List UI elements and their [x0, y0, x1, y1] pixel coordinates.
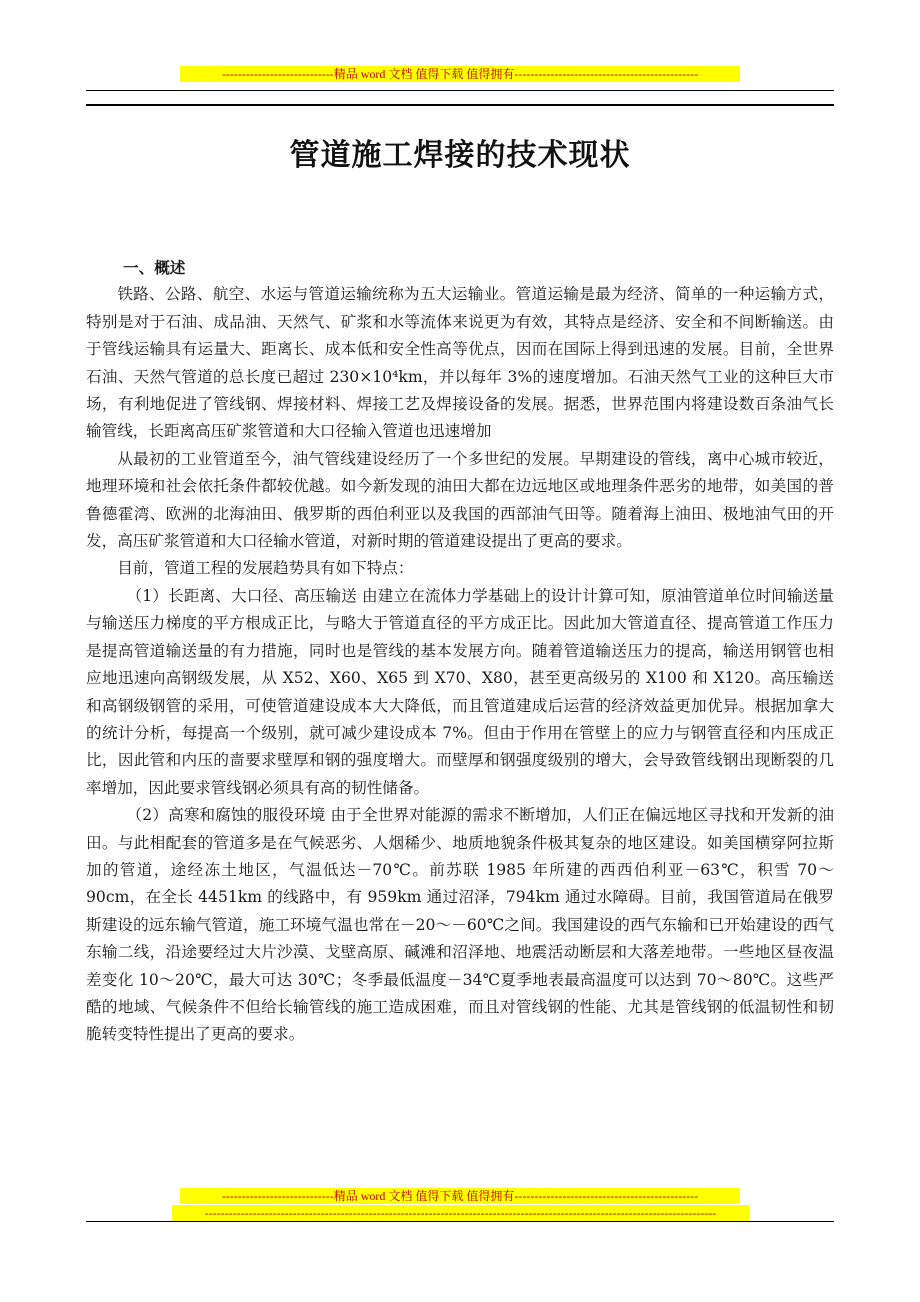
- document-body: [86, 254, 834, 1049]
- paragraph-overview: 铁路、公路、航空、水运与管道运输统称为五大运输业。管道运输是最为经济、简单的一种运输方式，特别是对于石油、成品油、天然气、矿浆和水等流体来说更为有效，其特点是经济、安全和不间断输送。由于管线运输具有运量大、距离长、成本低和安全性高等优点，因而在国际上得到迅速的发展。目前，全世界石油、天然气管道的总长度已超过 230×10⁴km，并以每年 3%的速度增加。石油天然气工业的这种巨大市场，有利地促进了管线钢、焊接材料、焊接工艺及焊接设备的发展。据悉，世界范围内将建设数百条油气长输管线，长距离高压矿浆管道和大口径输入管道也迅速增加: [86, 285, 834, 441]
- footer-banner-dashes: --------------------------------------------------------------------------------------------------------------------------------: [172, 1205, 749, 1221]
- header-banner: ----------------------------精品 word 文档 值得下载 值得拥有----------------------------------------------: [180, 66, 740, 82]
- paragraph-trend-1: （1）长距离、大口径、高压输送 由建立在流体力学基础上的设计计算可知，原油管道单位时间输送量与输送压力梯度的平方根成正比，与略大于管道直径的平方成正比。因此加大管道直径、提高管道工作压力是提高管道输送量的有力措施，同时也是管线的基本发展方向。随着管道输送压力的提高，输送用钢管也相应地迅速向高钢级发展，从 X52、X60、X65 到 X70、X80，甚至更高级另的 X100 和 X120。高压输送和高钢级钢管的采用，可使管道建设成本大大降低，而且管道建成后运营的经济效益更加优异。根据加拿大的统计分析，每提高一个级别，就可减少建设成本 7%。但由于作用在管壁上的应力与钢管直径和内压成正比，因此管和内压的啬要求壁厚和钢的强度增大。而壁厚和钢强度级别的增大，会导致管线钢出现断裂的几率增加，因此要求管线钢必须具有高的韧性储备。: [86, 586, 834, 797]
- footer-rule: [86, 1221, 834, 1222]
- paragraph-trend-2: （2）高寒和腐蚀的服役环境 由于全世界对能源的需求不断增加，人们正在偏远地区寻找和开发新的油田。与此相配套的管道多是在气候恶劣、人烟稀少、地质地貌条件极其复杂的地区建设。如美国横穿阿拉斯加的管道，途经冻土地区，气温低达－70℃。前苏联 1985 年所建的西西伯利亚－63℃，积雪 70～90cm，在全长 4451km 的线路中，有 959km 通过沼泽，794km 通过水障碍。目前，我国管道局在俄罗斯建设的远东输气管道，施工环境气温也常在－20～－60℃之间。我国建设的西气东输和已开始建设的西气东输二线，沿途要经过大片沙漠、戈壁高原、碱滩和沼泽地、地震活动断层和大落差地带。一些地区昼夜温差变化 10～20℃，最大可达 30℃；冬季最低温度－34℃夏季地表最高温度可以达到 70～80℃。这些严酷的地域、气候条件不但给长输管线的施工造成困难，而且对管线钢的性能、尤其是管线钢的低温韧性和韧脆转变特性提出了更高的要求。: [86, 806, 834, 1044]
- paragraph-trends-intro: 目前，管道工程的发展趋势具有如下特点：: [117, 559, 414, 578]
- section-heading: 一、概述: [123, 258, 186, 277]
- document-title: 管道施工焊接的技术现状: [289, 138, 631, 173]
- paragraph-history: 从最初的工业管道至今，油气管线建设经历了一个多世纪的发展。早期建设的管线，离中心城市较近，地理环境和社会依托条件都较优越。如今新发现的油田大都在边远地区或地理条件恶劣的地带，如美国的普鲁德霍湾、欧洲的北海油田、俄罗斯的西伯利亚以及我国的西部油气田等。随着海上油田、极地油气田的开发，高压矿浆管道和大口径输水管道，对新时期的管道建设提出了更高的要求。: [86, 449, 834, 551]
- header-rule-thick: [86, 104, 834, 106]
- header-rule-thin: [86, 90, 834, 91]
- footer-banner: ----------------------------精品 word 文档 值得下载 值得拥有----------------------------------------------: [180, 1188, 740, 1204]
